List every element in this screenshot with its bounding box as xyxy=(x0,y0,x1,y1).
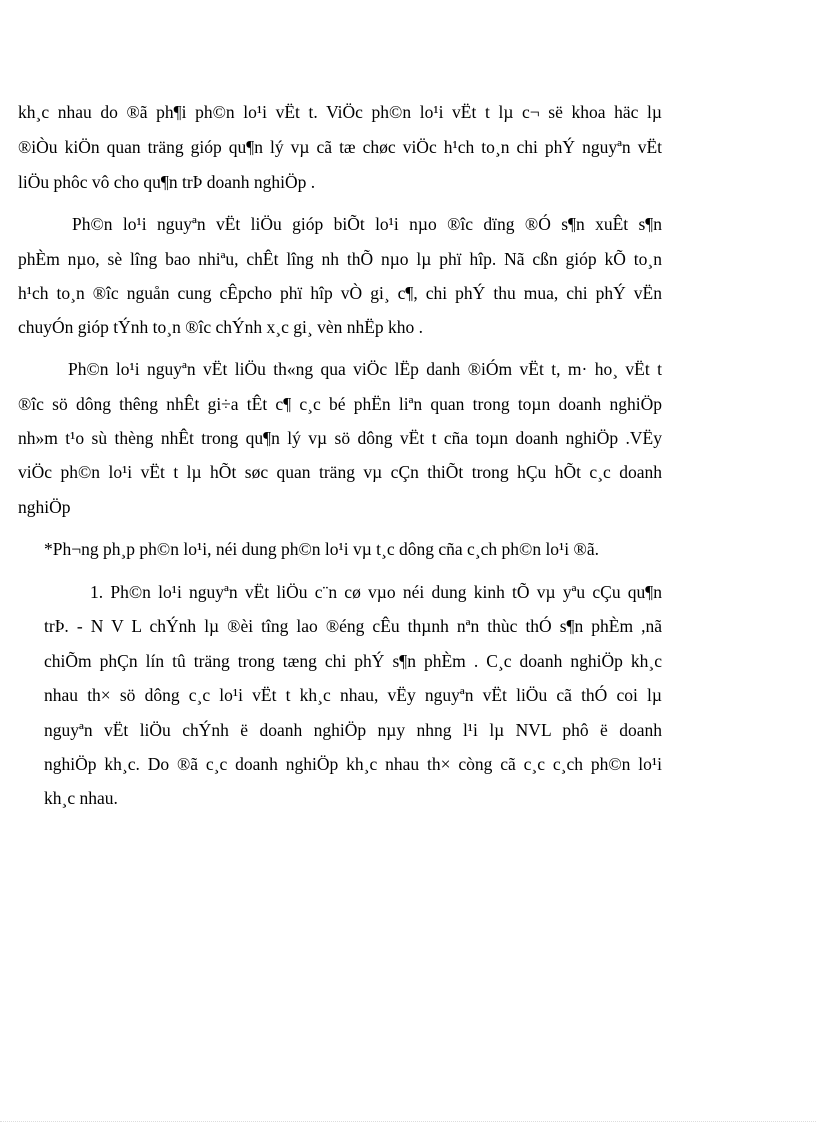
section-heading: *Ph¬ng ph¸p ph©n lo¹i, néi dung ph©n lo¹i vµ t¸c dông cña c¸ch ph©n lo¹i ®ã. xyxy=(44,539,599,559)
text-line: nghiÖp xyxy=(18,497,71,517)
text-line: phÈm nµo, sè lîng bao nhiªu, chÊt lîng nh thÕ nµo lµ phï hîp. Nã cßn gióp kÕ to¸n xyxy=(18,249,662,269)
text-line: 1. Ph©n lo¹i nguyªn vËt liÖu c¨n cø vµo néi dung kinh tÕ vµ yªu cÇu qu¶n xyxy=(90,582,662,602)
text-line: kh¸c nhau. xyxy=(44,788,118,808)
text-line: trÞ. - N V L chÝnh lµ ®èi tîng lao ®éng cÊu thµnh nªn thùc thÓ s¶n phÈm ,nã xyxy=(44,616,662,636)
text-line: kh¸c nhau do ®ã ph¶i ph©n lo¹i vËt t. ViÖc ph©n lo¹i vËt t lµ c¬ së khoa häc lµ xyxy=(18,102,662,122)
page-bottom-rule xyxy=(0,1121,816,1122)
text-line: liÖu phôc vô cho qu¶n trÞ doanh nghiÖp . xyxy=(18,172,316,192)
text-line: nh»m t¹o sù thèng nhÊt trong qu¶n lý vµ sö dông vËt t cña toµn doanh nghiÖp .VËy xyxy=(18,428,662,448)
text-line: Ph©n lo¹i nguyªn vËt liÖu gióp biÕt lo¹i nµo ®îc dïng ®Ó s¶n xuÊt s¶n xyxy=(72,214,662,234)
text-line: chuyÓn gióp tÝnh to¸n ®îc chÝnh x¸c gi¸ vèn nhËp kho . xyxy=(18,317,424,337)
text-line: Ph©n lo¹i nguyªn vËt liÖu th«ng qua viÖc lËp danh ®iÓm vËt t, m· ho¸ vËt t xyxy=(68,359,662,379)
text-line: h¹ch to¸n ®îc nguån cung cÊpcho phï hîp vÒ gi¸ c¶, chi phÝ thu mua, chi phÝ vËn xyxy=(18,283,662,303)
text-line: nhau th× sö dông c¸c lo¹i vËt t kh¸c nhau, vËy nguyªn vËt liÖu cã thÓ coi lµ xyxy=(44,685,662,705)
text-line: viÖc ph©n lo¹i vËt t lµ hÕt søc quan träng vµ cÇn thiÕt trong hÇu hÕt c¸c doanh xyxy=(18,462,662,482)
text-line: chiÕm phÇn lín tû träng trong tæng chi phÝ s¶n phÈm . C¸c doanh nghiÖp kh¸c xyxy=(44,651,662,671)
text-line: ®îc sö dông thêng nhÊt gi÷a tÊt c¶ c¸c bé phËn liªn quan trong toµn doanh nghiÖp xyxy=(18,394,662,414)
text-line: nghiÖp kh¸c. Do ®ã c¸c doanh nghiÖp kh¸c nhau th× còng cã c¸c c¸ch ph©n lo¹i xyxy=(44,754,662,774)
text-line: nguyªn vËt liÖu chÝnh ë doanh nghiÖp nµy nhng l¹i lµ NVL phô ë doanh xyxy=(44,720,662,740)
text-line: ®iÒu kiÖn quan träng gióp qu¶n lý vµ cã tæ chøc viÖc h¹ch to¸n chi phÝ nguyªn vËt xyxy=(18,137,662,157)
